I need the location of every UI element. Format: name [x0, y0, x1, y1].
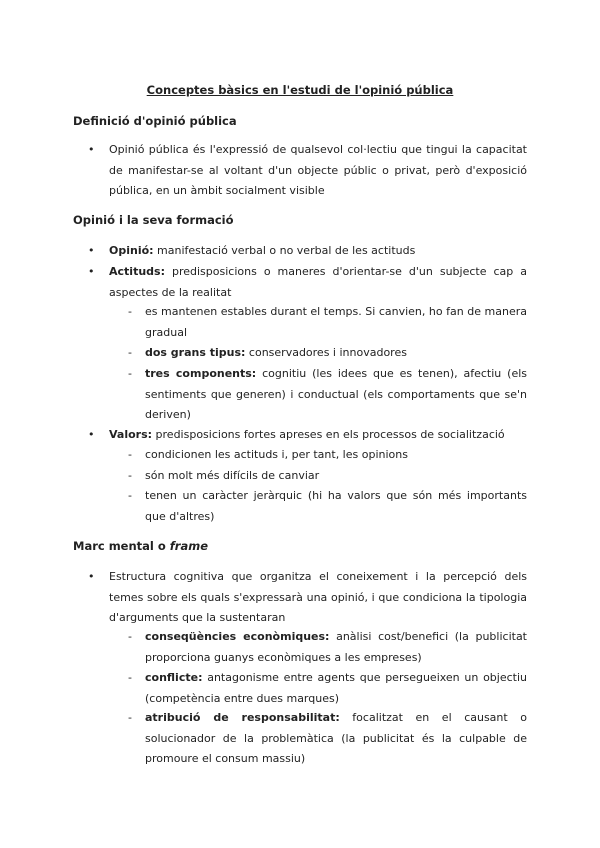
dash-item-components: [145, 364, 527, 426]
dash-text: antagonisme entre agents que persegueixen un objectiu (competència entre dues marques): [145, 671, 527, 705]
bullet-text: manifestació verbal o no verbal de les actituds: [153, 244, 416, 257]
dash-label: dos grans tipus:: [145, 346, 246, 359]
dash-label: tres components:: [145, 367, 257, 380]
dash-item-estables: - es mantenen estables durant el temps. Si canvien, ho fan de manera gradual: [145, 302, 527, 343]
dash-text: cognitiu (les idees que es tenen), afectiu (els sentiments que generen) i conductual (els comportaments que se'n deriven): [145, 367, 527, 422]
heading-text: Marc mental o: [73, 539, 166, 553]
bullet-label: Valors:: [109, 428, 153, 441]
bullet-label: Actituds:: [109, 265, 165, 278]
dash-item-conflicte: [145, 668, 527, 709]
heading-emphasis: frame: [169, 539, 209, 553]
dash-item-condicionen: - condicionen les actituds i, per tant, les opinions: [145, 445, 527, 466]
document-title: Conceptes bàsics en l'estudi de l'opinió pública: [146, 83, 454, 97]
dash-label: atribució de responsabilitat:: [145, 711, 340, 724]
dash-text: anàlisi cost/benefici (la publicitat proporciona guanys econòmiques a les empreses): [145, 630, 527, 664]
dash-label: conseqüències econòmiques:: [145, 630, 330, 643]
section-heading-opinion: Opinió i la seva formació: [73, 213, 234, 227]
bullet-opinio: [109, 241, 527, 262]
bullet-definition: • Opinió pública és l'expressió de qualsevol col·lectiu que tingui la capacitat de manifestar-se al voltant d'un objecte públic o privat, però d'exposició pública, en un àmbit socialment visible: [109, 140, 527, 202]
bullet-text: predisposicions fortes apreses en els processos de socialització: [152, 428, 505, 441]
bullet-label: Opinió:: [109, 244, 154, 257]
dash-text: conservadores i innovadores: [245, 346, 407, 359]
dash-label: conflicte:: [145, 671, 203, 684]
dash-item-responsabilitat: [145, 708, 527, 770]
dash-item-tipus: [145, 343, 527, 364]
bullet-actituds: [109, 262, 527, 303]
dash-text: focalitzat en el causant o solucionador de la problemàtica (la publicitat és la culpable de promoure el consum massiu): [145, 711, 527, 766]
dash-item-economiques: [145, 627, 527, 668]
dash-item-jerarquic: - tenen un caràcter jeràrquic (hi ha valors que són més importants que d'altres): [145, 486, 527, 527]
bullet-estructura: • Estructura cognitiva que organitza el coneixement i la percepció dels temes sobre els quals s'expressarà una opinió, i que condiciona la tipologia d'arguments que la sustentaran: [109, 567, 527, 629]
dash-item-dificils: - són molt més difícils de canviar: [145, 466, 527, 487]
section-heading-frame: [73, 538, 208, 554]
bullet-valors: [109, 425, 527, 446]
section-heading-definition: Definició d'opinió pública: [73, 114, 237, 128]
bullet-text: predisposicions o maneres d'orientar-se d'un subjecte cap a aspectes de la realitat: [109, 265, 527, 299]
